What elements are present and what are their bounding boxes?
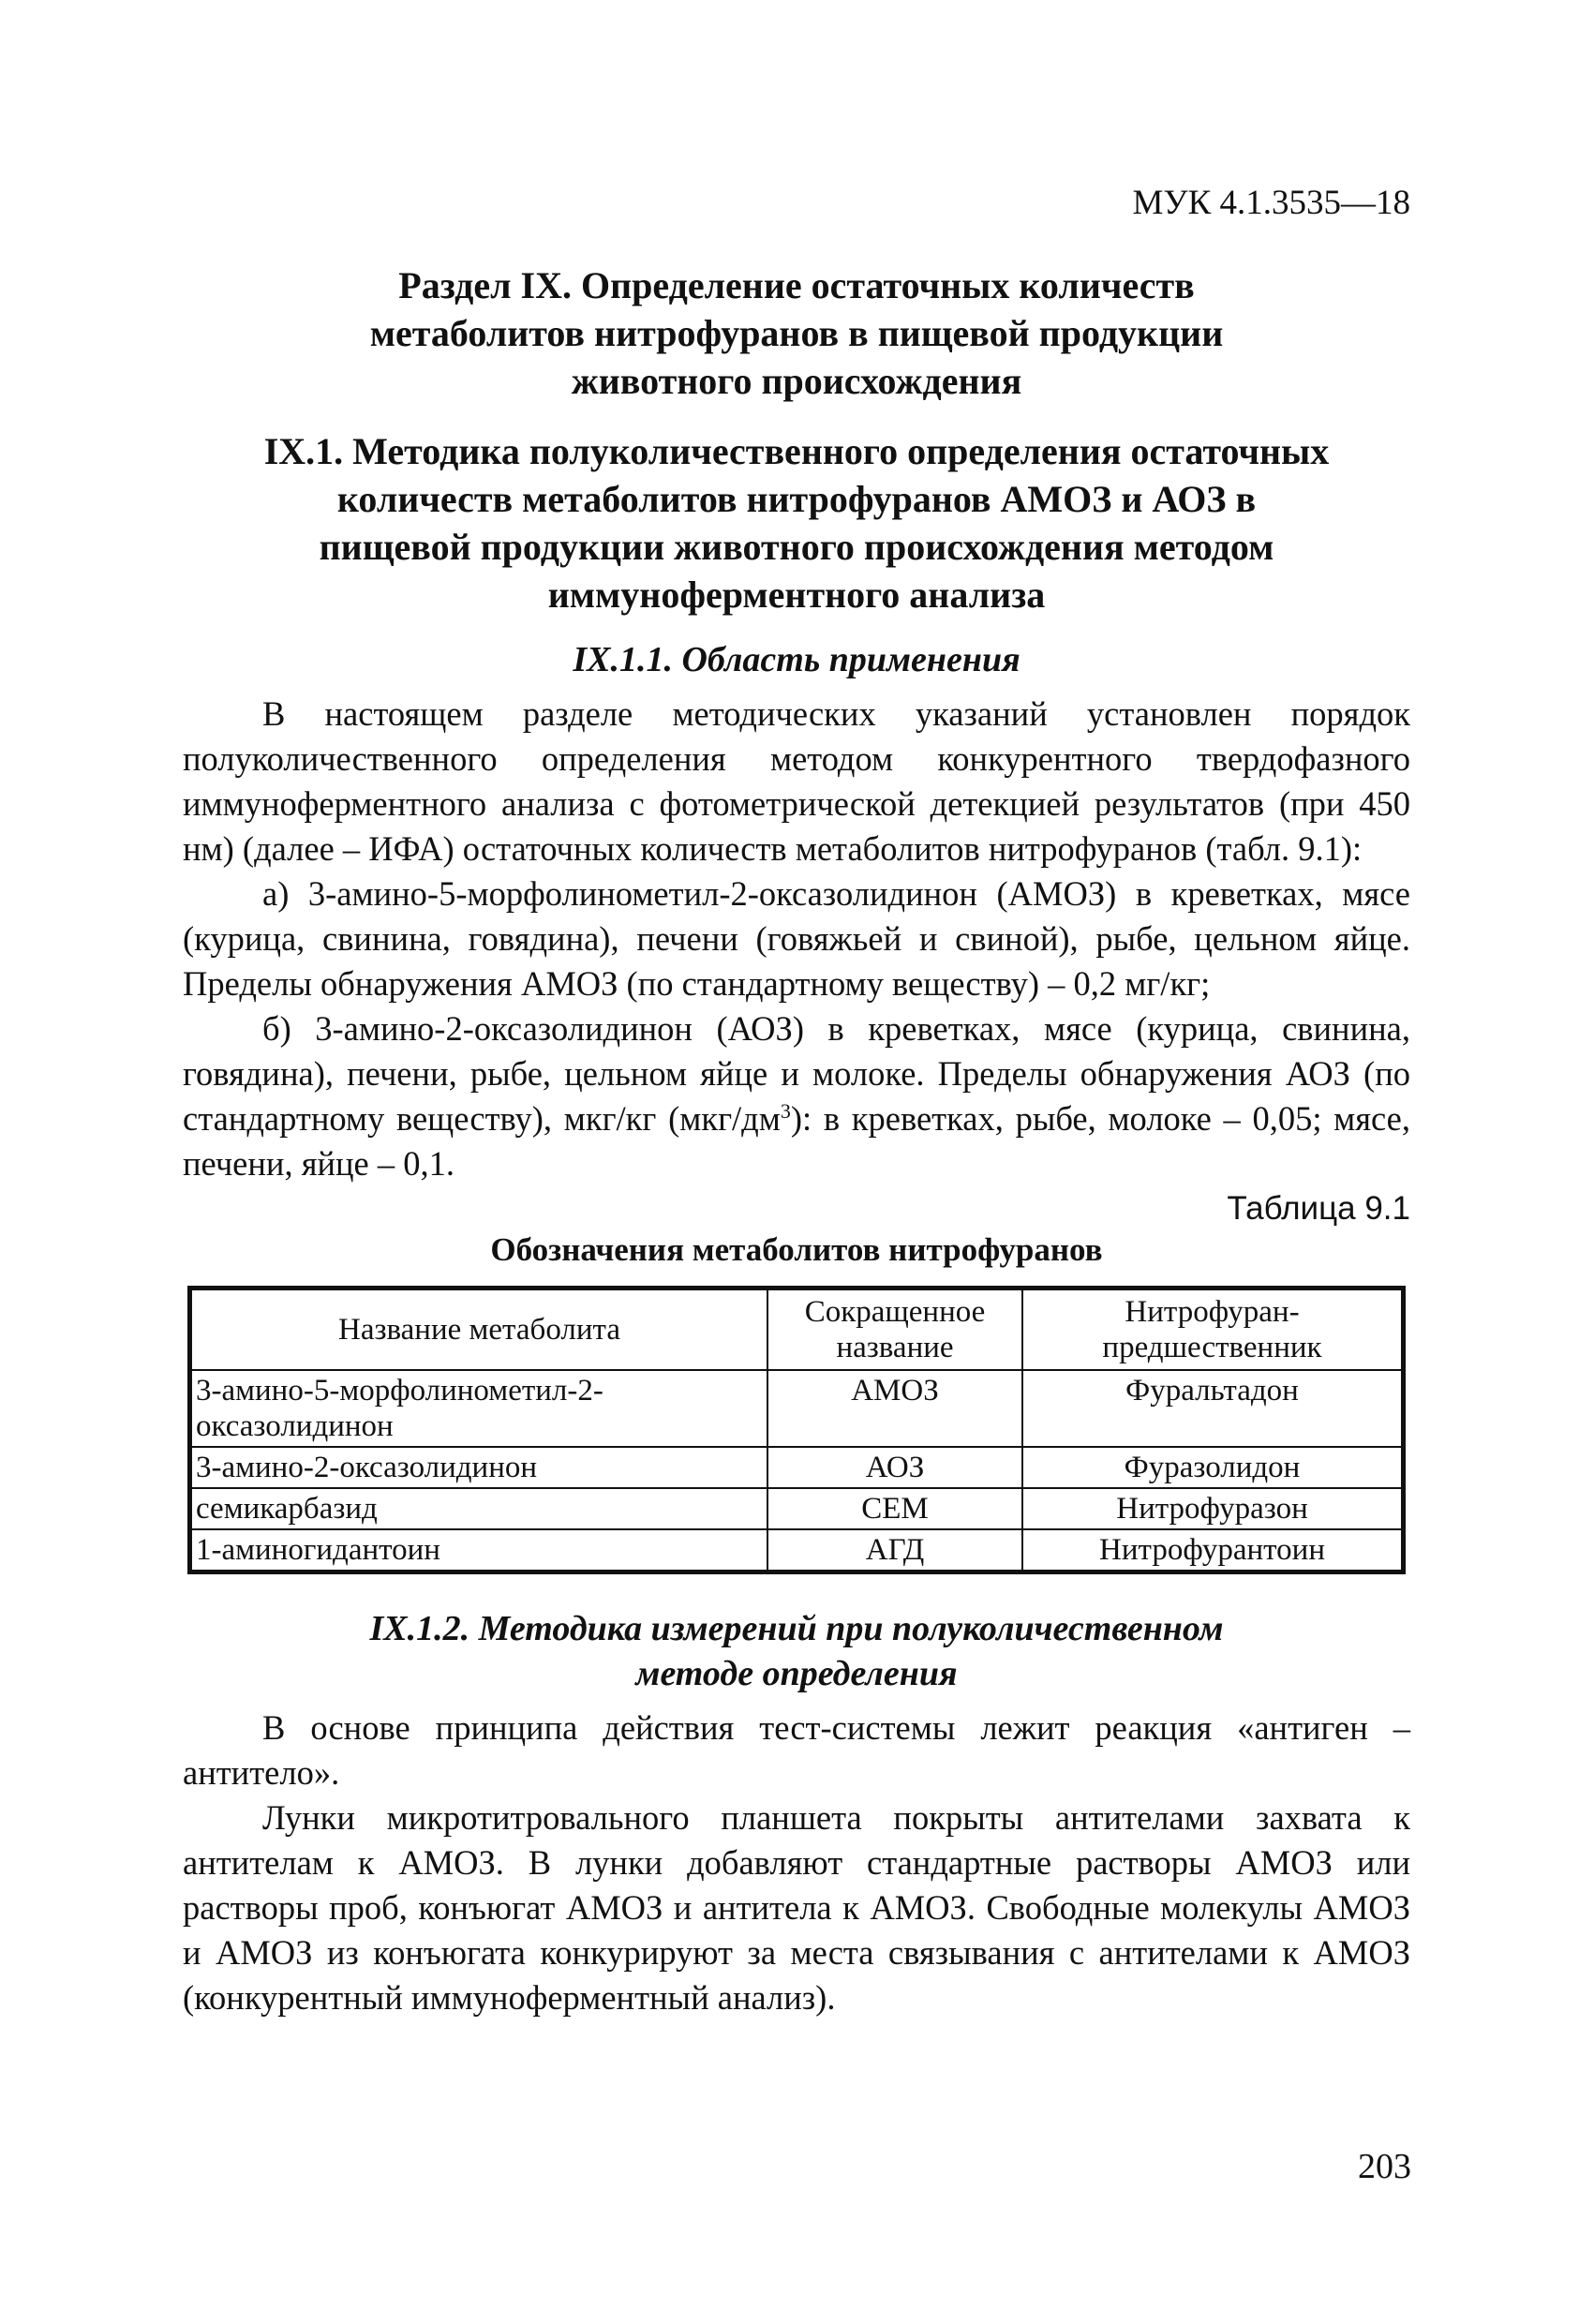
metabolite-name: 3-амино-2-оксазолидинон	[190, 1447, 768, 1488]
table-header-row	[190, 1289, 1404, 1371]
scope-item-b	[183, 1006, 1410, 1186]
column-header-precursor: Нитрофуран-предшественник	[1022, 1289, 1404, 1371]
method-heading	[183, 1606, 1410, 1696]
metabolite-abbreviation: АГД	[767, 1529, 1022, 1572]
table-row	[190, 1447, 1404, 1488]
metabolite-abbreviation: АОЗ	[767, 1447, 1022, 1488]
metabolite-name: 3-амино-5-морфолинометил-2-оксазолидинон	[190, 1370, 768, 1447]
table-row	[190, 1529, 1404, 1572]
section-title-line: метаболитов нитрофуранов в пищевой продукции	[369, 312, 1224, 354]
metabolite-abbreviation: СЕМ	[767, 1488, 1022, 1529]
scope-item-b-text-end: ): в креветках, рыбе, молоке – 0,05; мясе, печени, яйце – 0,1.	[183, 1099, 1411, 1183]
section-title-line: Раздел IX. Определение остаточных количеств	[398, 264, 1195, 306]
metabolite-name: семикарбазид	[190, 1488, 768, 1529]
metabolite-precursor: Нитрофуразон	[1022, 1488, 1404, 1529]
metabolite-precursor: Фуразолидон	[1022, 1447, 1404, 1488]
scope-intro-paragraph: В настоящем разделе методических указаний установлен порядок полуколичественного определения методом конкурентного твердофазного иммуноферментного анализа с фотометрической детекцией результатов (при 450 нм) (далее – ИФА) остаточных количеств метаболитов нитрофуранов (табл. 9.1):	[183, 694, 1410, 868]
scope-item-a: а) 3-амино-5-морфолинометил-2-оксазолидинон (АМОЗ) в креветках, мясе (курица, свинина, говядина), печени (говяжьей и свиной), рыбе, цельном яйце. Пределы обнаружения АМОЗ (по стандартному веществу) – 0,2 мг/кг;	[183, 874, 1410, 1003]
table-caption: Таблица 9.1	[1227, 1190, 1410, 1227]
subsection-title-line: иммуноферментного анализа	[547, 574, 1046, 616]
table-title: Обозначения метаболитов нитрофуранов	[490, 1231, 1103, 1268]
column-header-abbreviation: Сокращенное название	[767, 1289, 1022, 1371]
metabolite-precursor: Фуральтадон	[1022, 1370, 1404, 1447]
method-heading-line: IX.1.2. Методика измерений при полуколичественном	[369, 1609, 1224, 1648]
subsection-title-line: количеств метаболитов нитрофуранов АМОЗ и АОЗ в	[336, 478, 1257, 520]
method-paragraph-1: В основе принципа действия тест-системы лежит реакция «антиген – антитело».	[183, 1708, 1410, 1792]
table-row	[190, 1370, 1404, 1447]
column-header-name: Название метаболита	[190, 1289, 768, 1371]
subsection-title-line: пищевой продукции животного происхождения методом	[319, 526, 1274, 568]
page-number: 203	[1358, 2147, 1411, 2186]
document-code: МУК 4.1.3535—18	[1132, 184, 1410, 222]
metabolite-precursor: Нитрофурантоин	[1022, 1529, 1404, 1572]
method-paragraph-2: Лунки микротитровального планшета покрыты антителами захвата к антителам к АМОЗ. В лунки добавляют стандартные растворы АМОЗ или растворы проб, конъюгат АМОЗ и антитела к АМОЗ. Свободные молекулы АМОЗ и АМОЗ из конъюгата конкурируют за места связывания с антителами к АМОЗ (конкурентный иммуноферментный анализ).	[183, 1798, 1410, 2017]
section-title	[183, 261, 1410, 405]
scope-item-b-text: б) 3-амино-2-оксазолидинон (АОЗ) в креветках, мясе (курица, свинина, говядина), печени, рыбе, цельном яйце и молоке. Пределы обнаружения АОЗ (по стандартному веществу), мкг/кг (мкг/дм	[183, 1009, 1410, 1138]
section-title-line: животного происхождения	[571, 360, 1022, 402]
document-page	[183, 183, 1410, 2020]
metabolites-table	[187, 1286, 1406, 1574]
metabolite-name: 1-аминогидантоин	[190, 1529, 768, 1572]
method-heading-line: методе определения	[635, 1654, 958, 1693]
scope-heading: IX.1.1. Область применения	[573, 640, 1020, 679]
metabolite-abbreviation: АМОЗ	[767, 1370, 1022, 1447]
subsection-title-line: IX.1. Методика полуколичественного определения остаточных	[263, 430, 1330, 472]
table-row	[190, 1488, 1404, 1529]
superscript-3: 3	[780, 1098, 791, 1123]
subsection-title	[183, 427, 1410, 618]
